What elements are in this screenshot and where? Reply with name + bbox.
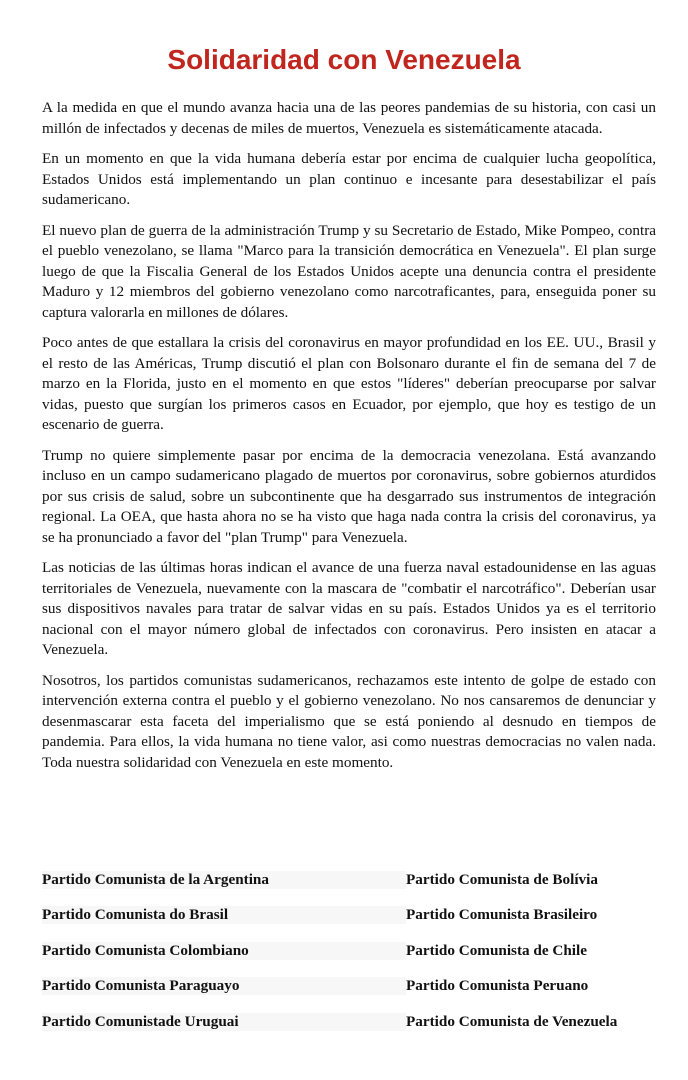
signatory-row xyxy=(42,862,656,898)
signatory-right: Partido Comunista de Chile xyxy=(406,941,587,959)
paragraph-2: En un momento en que la vida humana debería estar por encima de cualquier lucha geopolítica, Estados Unidos está implementando un plan continuo e incesante para desestabilizar el país sudamericano. xyxy=(42,150,656,208)
signatory-right: Partido Comunista de Venezuela xyxy=(406,1012,618,1030)
signatory-row xyxy=(42,933,656,969)
signatory-row xyxy=(42,1004,656,1040)
paragraph-5: Trump no quiere simplemente pasar por encima de la democracia venezolana. Está avanzando incluso en un campo sudamericano plagado de muertos por coronavirus, sobre gobiernos aturdidos por sus crisis de salud, sobre un subcontinente que ha desgarrado sus instrumentos de integración regional. La OEA, que hasta ahora no se ha visto que haga nada contra la crisis del coronavirus, ya se ha pronunciado a favor del "plan Trump" para Venezuela. xyxy=(42,446,656,546)
signatory-right: Partido Comunista Peruano xyxy=(406,977,589,995)
page-title: Solidaridad con Venezuela xyxy=(167,44,521,75)
paragraph-4: Poco antes de que estallara la crisis del coronavirus en mayor profundidad en los EE. UU., Brasil y el resto de las Américas, Trump discutió el plan con Bolsonaro durante el fin de semana del 7 de marzo en la Florida, justo en el momento en que estos "líderes" deberían preocuparse por salvar vidas, puesto que surgían los primeros casos en Ecuador, por ejemplo, que hoy es testigo de un escenario de guerra. xyxy=(42,334,656,433)
paragraph-7: Nosotros, los partidos comunistas sudamericanos, rechazamos este intento de golpe de estado con intervención externa contra el pueblo y el gobierno venezolano. No nos cansaremos de denunciar y desenmascarar esta faceta del imperialismo que se está poniendo al desnudo en tiempos de pandemia. Para ellos, la vida humana no tiene valor, asi como nuestras democracias no valen nada. Toda nuestra solidaridad con Venezuela en este momento. xyxy=(42,671,656,771)
paragraph-1: A la medida en que el mundo avanza hacia una de las peores pandemias de su historia, con casi un millón de infectados y decenas de miles de muertos, Venezuela es sistemáticamente atacada. xyxy=(42,99,656,137)
signatory-left: Partido Comunista Colombiano xyxy=(42,942,406,960)
signatory-left: Partido Comunista do Brasil xyxy=(42,906,406,924)
signatory-right: Partido Comunista Brasileiro xyxy=(406,906,598,924)
paragraph-3: El nuevo plan de guerra de la administración Trump y su Secretario de Estado, Mike Pompeo, contra el pueblo venezolano, se llama "Marco para la transición democrática en Venezuela". El plan surge luego de que la Fiscalia General de los Estados Unidos acepte una denuncia contra el presidente Maduro y 12 miembros del gobierno venezolano como narcotraficantes, para, enseguida poner su captura valorarla en millones de dólares. xyxy=(42,221,656,321)
signatory-row xyxy=(42,969,656,1005)
article-body xyxy=(42,98,656,783)
signatory-row xyxy=(42,898,656,934)
signatories-table xyxy=(42,862,656,1040)
paragraph-6: Las noticias de las últimas horas indican el avance de una fuerza naval estadounidense en las aguas territoriales de Venezuela, nuevamente con la mascara de "combatir el narcotráfico". Deberían usar sus dispositivos navales para tratar de salvar vidas en su país. Estados Unidos ya es el territorio nacional con el mayor número global de infectados con coronavirus. Pero insisten en atacar a Venezuela. xyxy=(42,559,656,658)
signatory-left: Partido Comunista Paraguayo xyxy=(42,977,406,995)
signatory-left: Partido Comunista de la Argentina xyxy=(42,871,406,889)
signatory-right: Partido Comunista de Bolívia xyxy=(406,870,598,888)
signatory-left: Partido Comunistade Uruguai xyxy=(42,1013,406,1031)
